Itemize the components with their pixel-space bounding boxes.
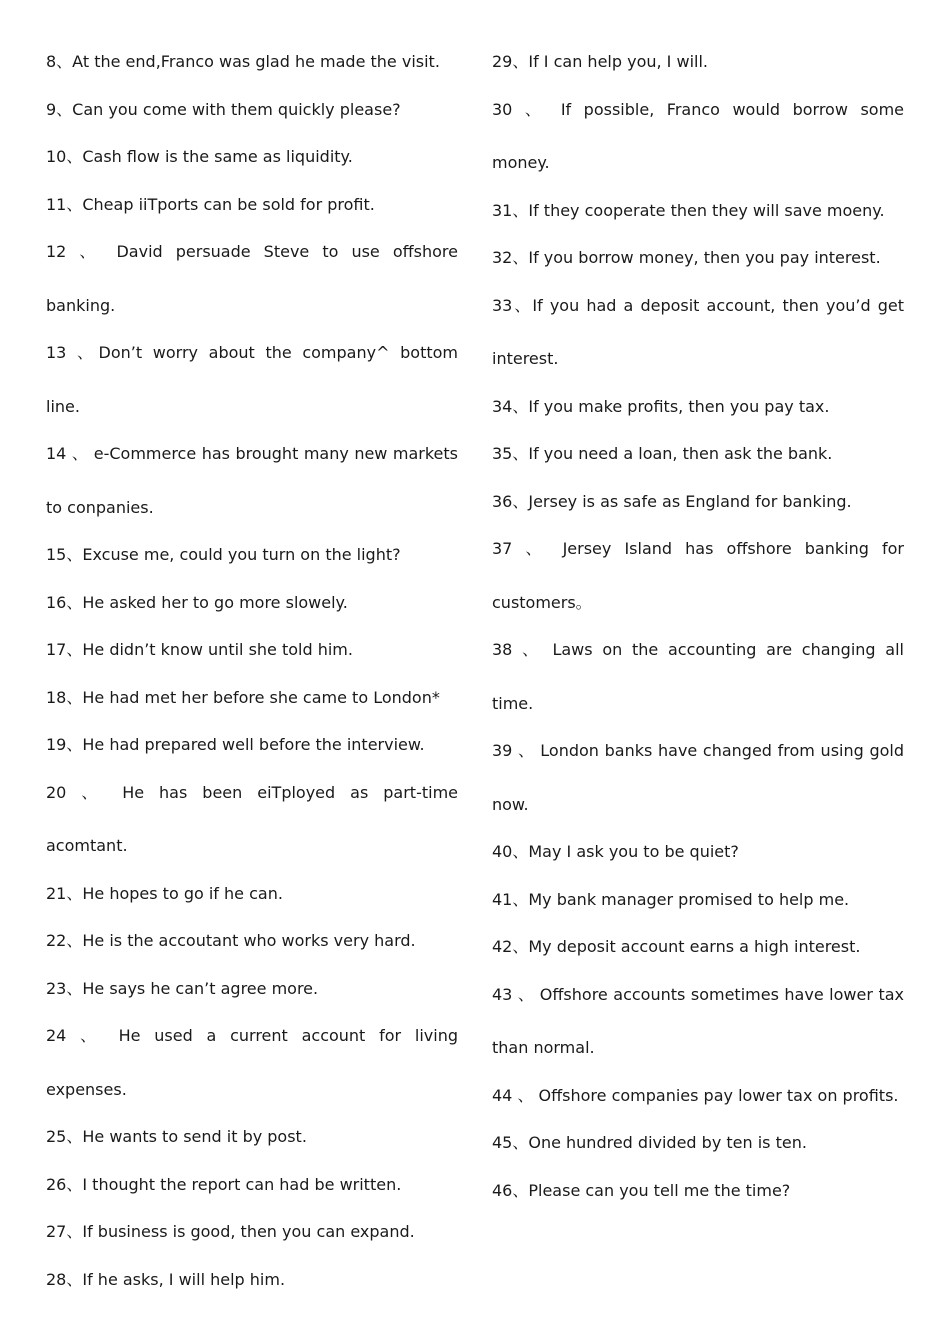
sentence-item: 19、He had prepared well before the interview. [46, 735, 425, 754]
sentence-item: 37 、 Jersey Island has offshore banking for customers。 [492, 539, 904, 612]
left-column [46, 49, 458, 1314]
sentence-item: 28、If he asks, I will help him. [46, 1269, 286, 1289]
sentence-item: 42、My deposit account earns a high interest. [492, 937, 861, 956]
sentence-item: 17、He didn’t know until she told him. [46, 640, 353, 659]
sentence-item: 24 、 He used a current account for living expenses. [46, 1026, 458, 1099]
sentence-item: 38 、 Laws on the accounting are changing all time. [492, 640, 904, 713]
sentence-item: 20 、 He has been eiTployed as part-time acomtant. [46, 782, 458, 856]
sentence-item: 39 、 London banks have changed from using gold now. [492, 741, 904, 814]
sentence-item: 27、If business is good, then you can expand. [46, 1222, 415, 1241]
sentence-item: 31、If they cooperate then they will save moeny. [492, 200, 885, 220]
sentence-item: 29、If I can help you, I will. [492, 52, 708, 71]
sentence-item: 36、Jersey is as safe as England for banking. [492, 491, 852, 511]
sentence-item: 40、May I ask you to be quiet? [492, 842, 739, 861]
sentence-item: 25、He wants to send it by post. [46, 1127, 307, 1146]
sentence-item: 41、My bank manager promised to help me. [492, 889, 850, 909]
right-column [492, 49, 904, 1225]
sentence-item: 26、I thought the report can had be written. [46, 1174, 402, 1194]
sentence-item: 22、He is the accoutant who works very hard. [46, 931, 416, 950]
sentence-item: 15、Excuse me, could you turn on the light? [46, 545, 401, 564]
sentence-item: 12 、 David persuade Steve to use offshore banking. [46, 242, 458, 315]
sentence-item: 34、If you make profits, then you pay tax. [492, 396, 830, 416]
sentence-item: 16、He asked her to go more slowely. [46, 592, 348, 612]
sentence-item: 23、He says he can’t agree more. [46, 978, 319, 998]
sentence-item: 14 、 e-Commerce has brought many new markets to conpanies. [46, 444, 458, 517]
sentence-item: 32、If you borrow money, then you pay interest. [492, 248, 881, 267]
sentence-item: 8、At the end,Franco was glad he made the visit. [46, 52, 440, 71]
sentence-item: 30 、 If possible, Franco would borrow some money. [492, 99, 904, 173]
sentence-item: 10、Cash flow is the same as liquidity. [46, 147, 353, 166]
sentence-item: 11、Cheap iiTports can be sold for profit. [46, 194, 375, 214]
sentence-item: 43 、 Offshore accounts sometimes have lower tax than normal. [492, 984, 904, 1058]
sentence-item: 13 、Don’t worry about the company^ bottom line. [46, 343, 458, 416]
sentence-item: 35、If you need a loan, then ask the bank. [492, 444, 833, 463]
sentence-item: 44 、 Offshore companies pay lower tax on profits. [492, 1085, 899, 1105]
sentence-item: 45、One hundred divided by ten is ten. [492, 1133, 807, 1152]
sentence-item: 46、Please can you tell me the time? [492, 1180, 791, 1200]
sentence-item: 21、He hopes to go if he can. [46, 883, 283, 903]
sentence-item: 18、He had met her before she came to London* [46, 687, 440, 707]
sentence-item: 9、Can you come with them quickly please? [46, 99, 401, 119]
sentence-item: 33、If you had a deposit account, then you’d get interest. [492, 295, 904, 369]
